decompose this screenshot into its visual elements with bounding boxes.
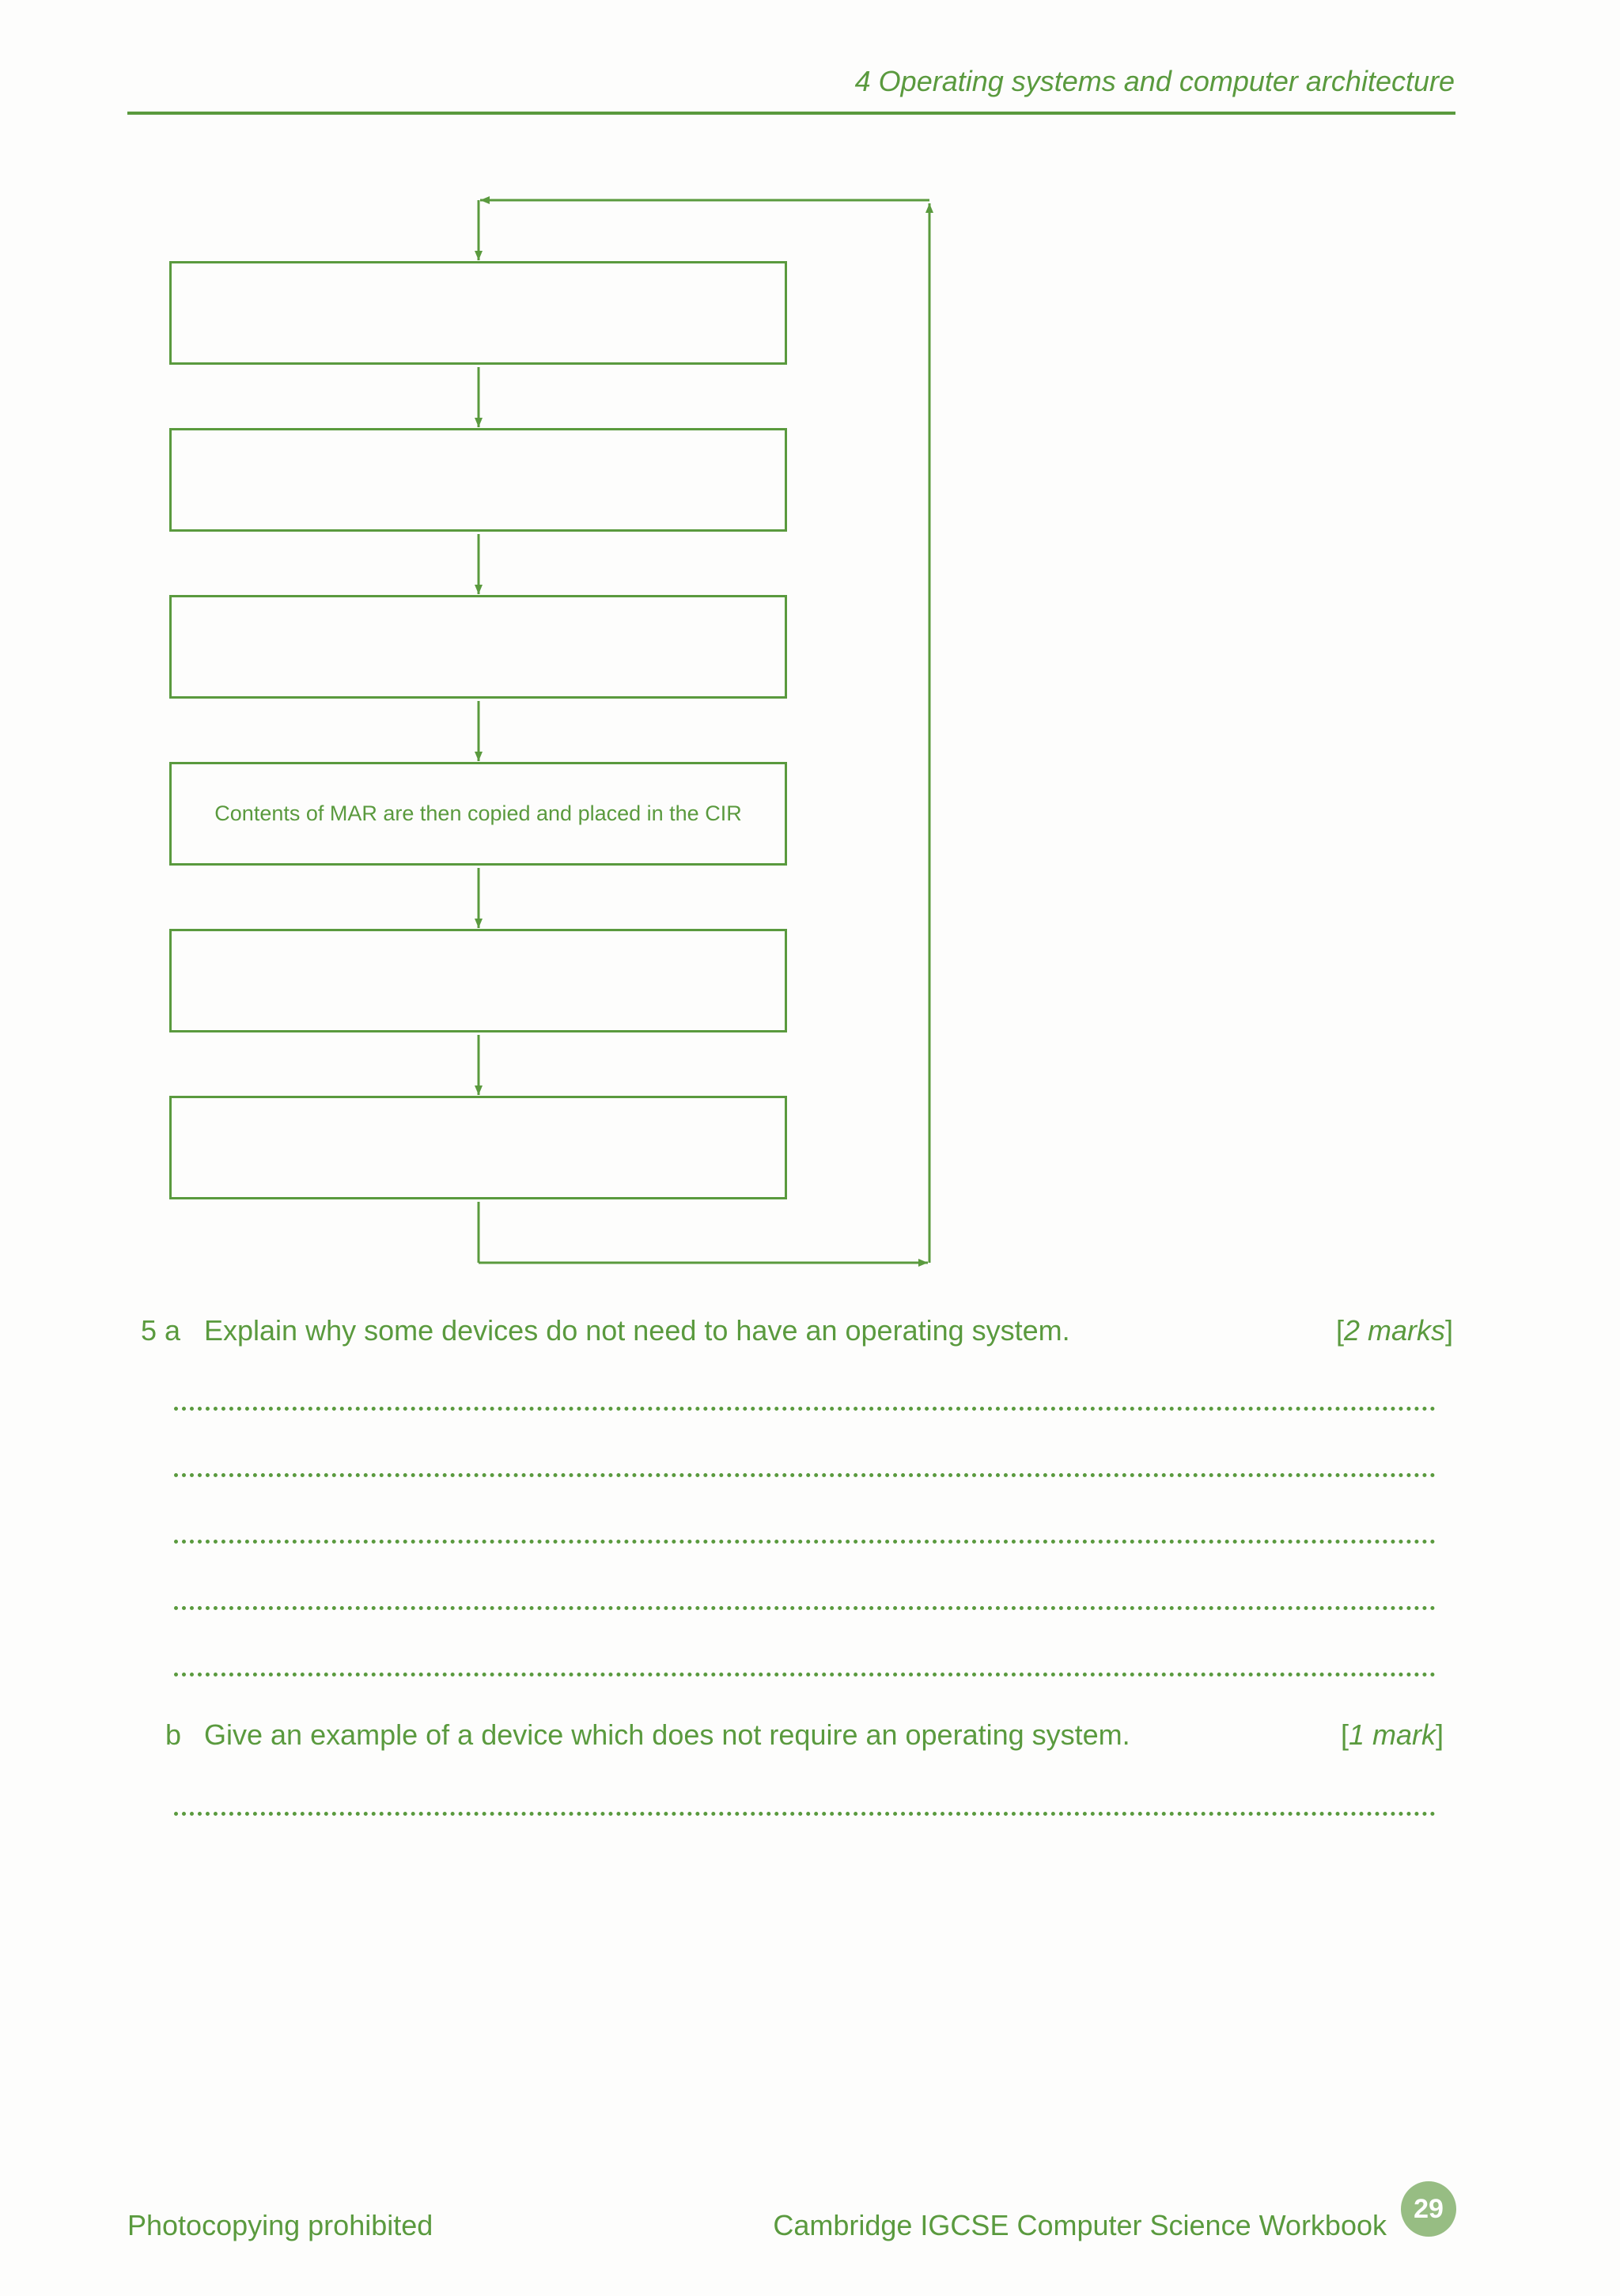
question-5b-text: Give an example of a device which does not require an operating system.	[204, 1718, 1130, 1751]
question-5a-number: 5 a	[141, 1314, 181, 1347]
footer-notice: Photocopying prohibited	[127, 2209, 433, 2241]
page-number-badge: 29	[1401, 2181, 1456, 2237]
question-5b-number: b	[165, 1718, 182, 1751]
answer-line-5b-1[interactable]	[174, 1812, 1436, 1816]
flowchart-box-6[interactable]	[169, 1096, 787, 1199]
running-header: 4 Operating systems and computer architecture	[854, 65, 1455, 97]
flowchart-box-1[interactable]	[169, 261, 787, 365]
answer-line-5a-4[interactable]	[174, 1606, 1436, 1610]
answer-line-5a-3[interactable]	[174, 1540, 1436, 1544]
question-5a-marks: [2 marks]	[1335, 1314, 1453, 1347]
footer-book-title: Cambridge IGCSE Computer Science Workbook	[773, 2209, 1387, 2241]
question-5a-text: Explain why some devices do not need to have an operating system.	[204, 1314, 1070, 1347]
flowchart-box-4: Contents of MAR are then copied and placed in the CIR	[169, 762, 787, 866]
answer-line-5a-2[interactable]	[174, 1473, 1436, 1477]
flowchart-box-3[interactable]	[169, 595, 787, 699]
answer-line-5a-1[interactable]	[174, 1407, 1436, 1411]
answer-line-5a-5[interactable]	[174, 1673, 1436, 1677]
question-5b-marks: [1 mark]	[1340, 1718, 1444, 1751]
flowchart-box-5[interactable]	[169, 929, 787, 1032]
flowchart-box-2[interactable]	[169, 428, 787, 532]
